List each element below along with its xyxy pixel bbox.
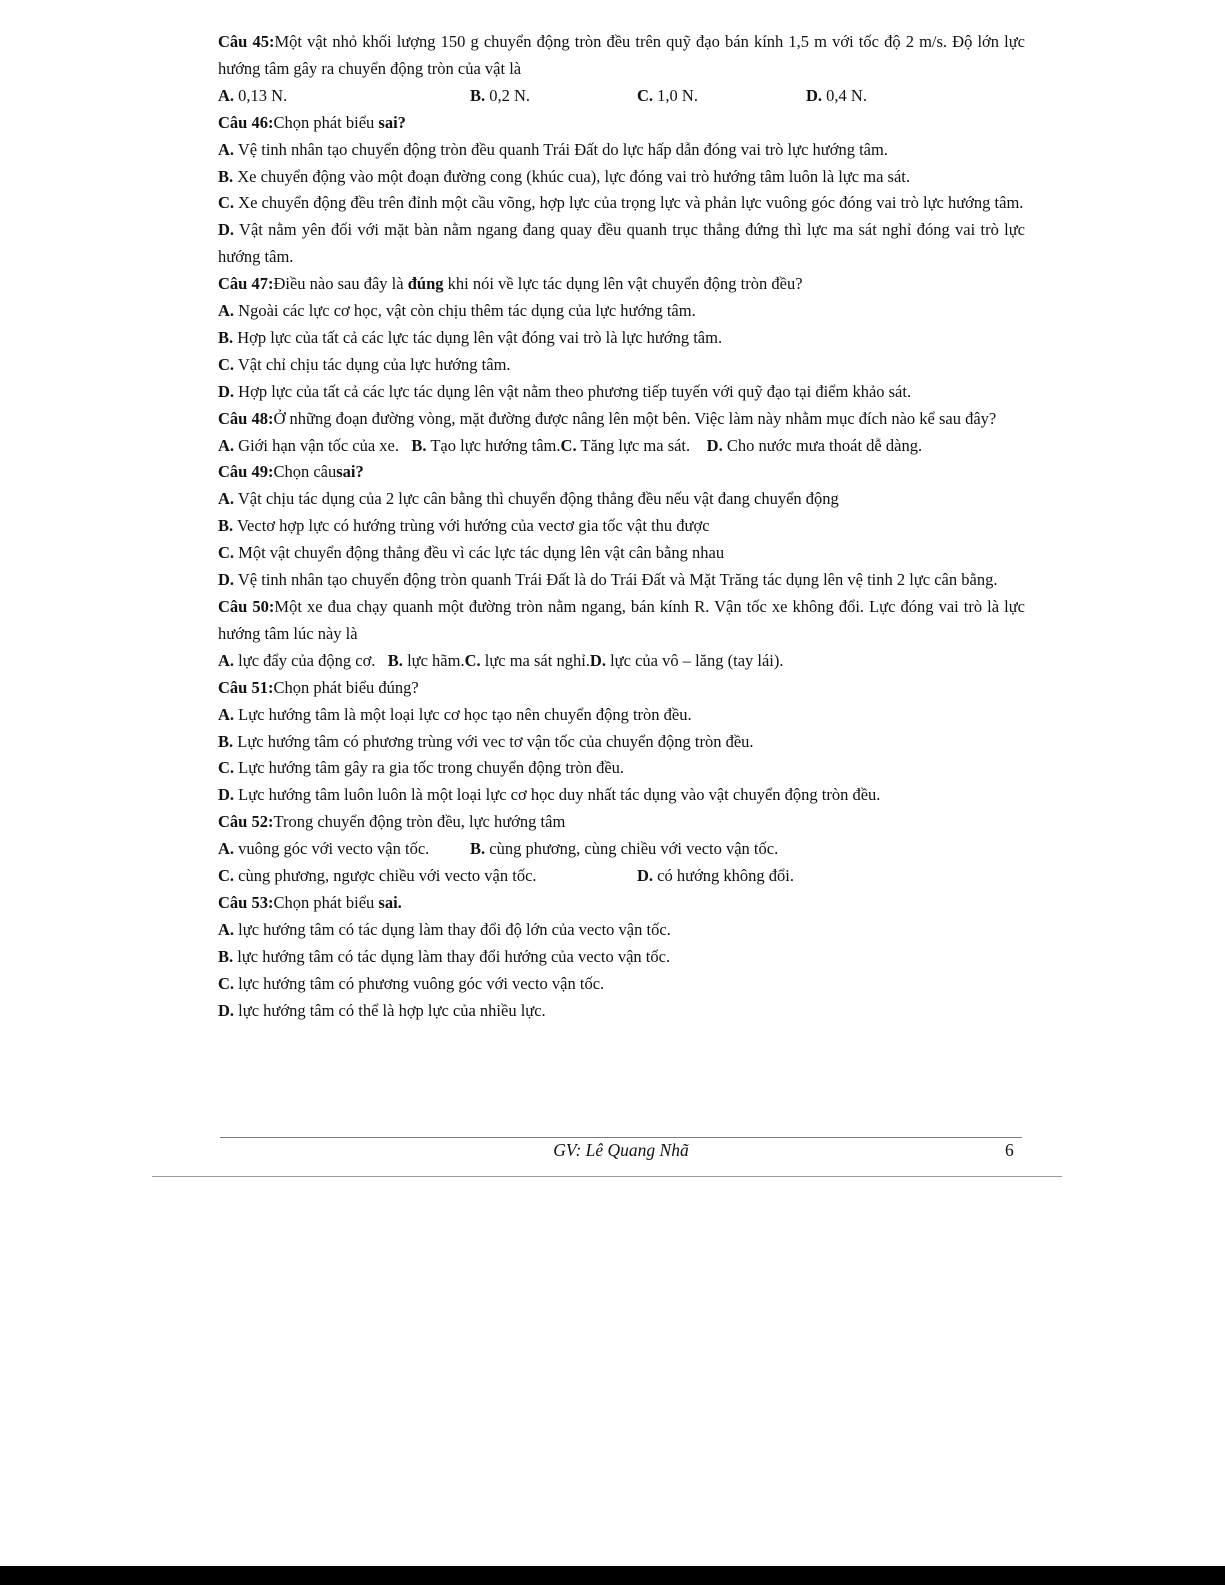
option-c: C. 1,0 N. <box>637 85 698 105</box>
scan-edge-bar <box>0 1566 1225 1585</box>
question-53 <box>218 890 1025 917</box>
question-stem: Một vật nhỏ khối lượng 150 g chuyển động tròn đều trên quỹ đạo bán kính 1,5 m với tốc độ 2 m/s. Độ lớn lực hướng tâm gây ra chuyển động tròn của vật là <box>218 32 1025 78</box>
question-label: Câu 46: <box>218 112 274 132</box>
question-label: Câu 45: <box>218 32 275 51</box>
question-48 <box>218 406 1025 433</box>
option-c: C. Tăng lực ma sát. <box>560 435 691 455</box>
option-a: A. lực hướng tâm có tác dụng làm thay đổi độ lớn của vecto vận tốc. <box>218 919 671 939</box>
question-47 <box>218 271 1025 298</box>
option-d: D. Vật nằm yên đối với mặt bàn nằm ngang đang quay đều quanh trục thẳng đứng thì lực ma sát nghỉ đóng vai trò lực hướng tâm. <box>218 220 1025 267</box>
options-row <box>218 836 1025 863</box>
worksheet-body <box>218 29 1025 1024</box>
question-label: Câu 48: <box>218 408 274 428</box>
question-50 <box>218 594 1025 648</box>
option-d: D. lực hướng tâm có thể là hợp lực của nhiều lực. <box>218 1000 546 1020</box>
question-label: Câu 49: <box>218 462 274 482</box>
option-a: A. Giới hạn vận tốc của xe. <box>218 435 400 455</box>
options-row <box>218 433 1025 460</box>
option-c: C. lực hướng tâm có phương vuông góc với vecto vận tốc. <box>218 973 605 993</box>
question-emphasis: sai. <box>378 892 402 912</box>
question-stem: Một xe đua chạy quanh một đường tròn nằm ngang, bán kính R. Vận tốc xe không đổi. Lực đóng vai trò là lực hướng tâm lúc này là <box>218 597 1025 643</box>
question-49 <box>218 459 1025 486</box>
option-b: B. Lực hướng tâm có phương trùng với vec tơ vận tốc của chuyển động tròn đều. <box>218 731 754 751</box>
option-b: B. 0,2 N. <box>470 85 531 105</box>
option-a: A. vuông góc với vecto vận tốc. <box>218 839 430 859</box>
option-a: A. Lực hướng tâm là một loại lực cơ học tạo nên chuyển động tròn đều. <box>218 704 692 724</box>
option-c: C. lực ma sát nghỉ. <box>464 650 590 670</box>
option-b: B. cùng phương, cùng chiều với vecto vận tốc. <box>470 839 779 859</box>
question-label: Câu 52: <box>218 812 274 832</box>
page-number: 6 <box>1005 1140 1014 1160</box>
question-label: Câu 51: <box>218 677 274 697</box>
question-stem-end: khi nói về lực tác dụng lên vật chuyển động tròn đều? <box>443 274 803 294</box>
question-52 <box>218 809 1025 836</box>
question-label: Câu 53: <box>218 892 274 912</box>
option-d: D. Hợp lực của tất cả các lực tác dụng lên vật nằm theo phương tiếp tuyến với quỹ đạo tại điểm khảo sát. <box>218 381 912 401</box>
question-emphasis: sai? <box>336 462 364 482</box>
page-bottom-rule <box>152 1176 1062 1177</box>
option-b: B. Xe chuyển động vào một đoạn đường cong (khúc cua), lực đóng vai trò hướng tâm luôn là lực ma sát. <box>218 166 910 186</box>
option-a: A. Vệ tinh nhân tạo chuyển động tròn đều quanh Trái Đất do lực hấp dẫn đóng vai trò lực hướng tâm. <box>218 139 888 159</box>
question-45 <box>218 29 1025 83</box>
option-a: A. Ngoài các lực cơ học, vật còn chịu thêm tác dụng của lực hướng tâm. <box>218 301 696 321</box>
option-b: B. Hợp lực của tất cả các lực tác dụng lên vật đóng vai trò là lực hướng tâm. <box>218 327 723 347</box>
option-b: B. lực hãm. <box>387 650 465 670</box>
option-a: A. lực đẩy của động cơ. <box>218 650 376 670</box>
option-c: C. Vật chỉ chịu tác dụng của lực hướng tâm. <box>218 354 511 374</box>
question-emphasis: đúng <box>407 274 444 294</box>
question-label: Câu 47: <box>218 274 274 294</box>
option-d: D. Lực hướng tâm luôn luôn là một loại lực cơ học duy nhất tác dụng vào vật chuyển động tròn đều. <box>218 785 881 805</box>
question-stem: Chọn phát biểu <box>273 112 379 132</box>
question-stem: Chọn phát biểu <box>273 892 379 912</box>
option-d: D. Cho nước mưa thoát dễ dàng. <box>706 435 923 455</box>
question-stem: Trong chuyển động tròn đều, lực hướng tâm <box>273 812 566 832</box>
option-d: D. Vệ tinh nhân tạo chuyển động tròn quanh Trái Đất là do Trái Đất và Mặt Trăng tác dụng lên vệ tinh 2 lực cân bằng. <box>218 570 998 590</box>
question-stem: Chọn phát biểu đúng? <box>273 677 419 697</box>
option-c: C. Xe chuyển động đều trên đỉnh một cầu võng, hợp lực của trọng lực và phản lực vuông góc đóng vai trò lực hướng tâm. <box>218 193 1024 213</box>
question-46 <box>218 110 1025 137</box>
footer-teacher: GV: Lê Quang Nhã <box>553 1140 689 1160</box>
option-d: D. 0,4 N. <box>806 85 867 105</box>
question-stem: Điều nào sau đây là <box>273 274 408 294</box>
options-row <box>218 83 1025 110</box>
option-a: A. 0,13 N. <box>218 85 288 105</box>
option-b: B. lực hướng tâm có tác dụng làm thay đổi hướng của vecto vận tốc. <box>218 946 671 966</box>
question-emphasis: sai? <box>378 112 406 132</box>
options-row <box>218 863 1025 890</box>
question-label: Câu 50: <box>218 597 275 617</box>
option-d: D. lực của vô – lăng (tay lái). <box>589 650 784 670</box>
question-51 <box>218 675 1025 702</box>
question-stem: Ở những đoạn đường vòng, mặt đường được nâng lên một bên. Việc làm này nhằm mục đích nào kể sau đây? <box>273 408 997 428</box>
question-stem: Chọn câu <box>273 462 337 482</box>
option-b: B. Vectơ hợp lực có hướng trùng với hướng của vectơ gia tốc vật thu được <box>218 516 710 536</box>
option-b: B. Tạo lực hướng tâm. <box>411 435 561 455</box>
options-row <box>218 648 1025 675</box>
option-c: C. cùng phương, ngược chiều với vecto vận tốc. <box>218 866 537 886</box>
option-c: C. Một vật chuyển động thẳng đều vì các lực tác dụng lên vật cân bằng nhau <box>218 543 725 563</box>
option-c: C. Lực hướng tâm gây ra gia tốc trong chuyển động tròn đều. <box>218 758 625 778</box>
option-d: D. có hướng không đổi. <box>637 866 794 886</box>
option-a: A. Vật chịu tác dụng của 2 lực cân bằng thì chuyển động thẳng đều nếu vật đang chuyển động <box>218 489 839 509</box>
